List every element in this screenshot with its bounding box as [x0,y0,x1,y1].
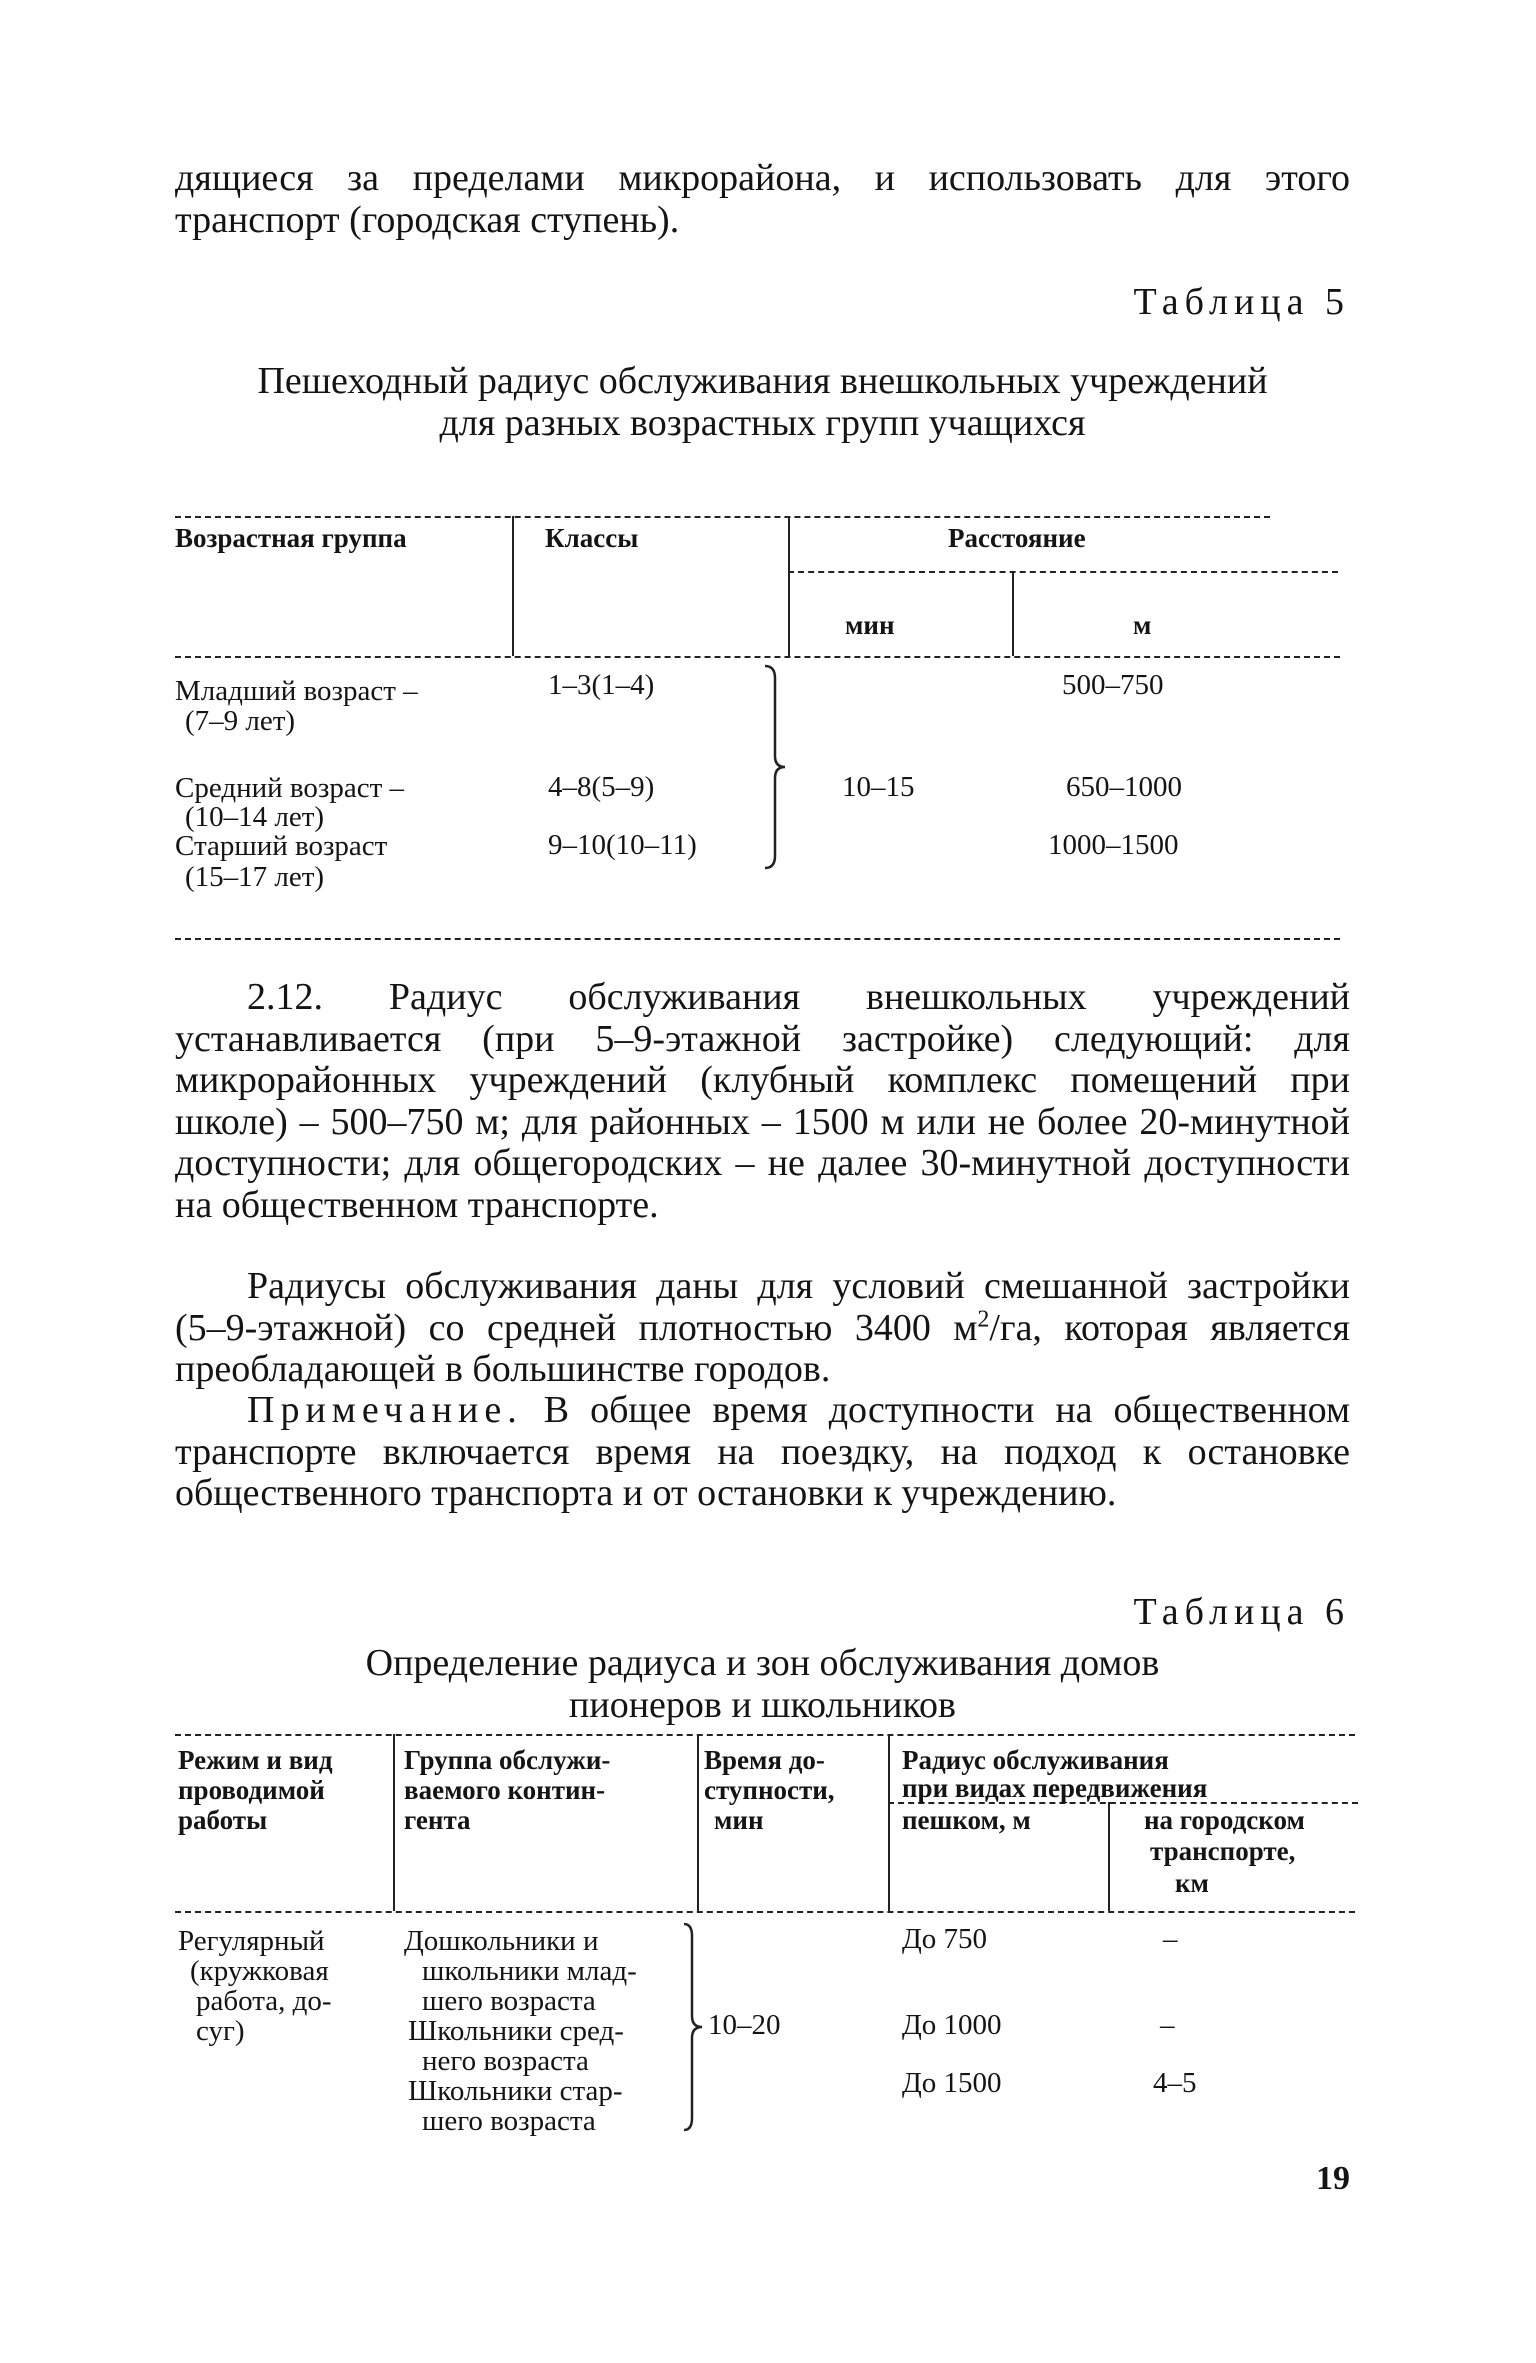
table6-mode-line3: работа, до- [196,1985,332,2017]
table6-mode-line1: Регулярный [178,1925,325,1957]
table6-header-group-l2: ваемого контин- [404,1775,606,1805]
table6-header-mode-l3: работы [178,1805,268,1835]
table6-header-group-l1: Группа обслужи- [404,1745,611,1775]
table6-header-time-l1: Время до- [704,1745,825,1775]
table6-header-transit-l3: км [1175,1868,1209,1898]
table5-header-m: м [1133,610,1152,640]
table5-top-rule [175,516,1270,518]
note-text: В общее время доступности на общественном транспорте включается время на поездку, на подход к остановке общественного транспорта и от остановки к учреждению. [175,1389,1350,1514]
table6-row3-walk: До 1500 [902,2067,1002,2099]
table5-row3-group-line1: Старший возраст [175,830,388,862]
radii-text-after: /га, которая является преобладающей в большинстве городов. [175,1306,1351,1390]
table6-caption-line2: пионеров и школьников [569,1684,956,1726]
table6-row1-group-l2: школьники млад- [422,1955,637,1987]
table5-row3-classes: 9–10(10–11) [548,829,697,861]
table5-header-classes: Классы [545,523,639,553]
table5-label: Таблица 5 [1133,281,1350,323]
table6-col-divider-3 [888,1734,890,1911]
table6-header-radius-l1: Радиус обслуживания [902,1745,1169,1775]
table5-col-divider-1 [512,516,514,656]
table5-header-rule [175,656,1340,658]
table5-row2-m: 650–1000 [1066,771,1182,803]
table6-row1-walk: До 750 [902,1923,988,1955]
table6-row3-group-l1: Школьники стар- [408,2075,623,2107]
radii-paragraph [175,1266,1350,1391]
table5-row1-classes: 1–3(1–4) [548,669,655,701]
table6-col-divider-1 [393,1734,395,1911]
table6-header-transit-l2: транспорте, [1150,1836,1296,1866]
table6-row1-transit: – [1163,1923,1178,1955]
table6-top-rule [175,1734,1355,1736]
table6-header-walk: пешком, м [902,1805,1031,1835]
table6-row2-transit: – [1160,2009,1175,2041]
table5-brace [763,664,787,870]
table6-header-transit-l1: на городском [1144,1805,1305,1835]
table5-bottom-rule [175,938,1340,940]
table6-label: Таблица 6 [1133,1591,1350,1633]
table6-header-mode-l1: Режим и вид [178,1745,333,1775]
table6-mode-line4: суг) [196,2015,245,2047]
table5-col-divider-3 [1012,572,1014,656]
table6-header-rule [175,1911,1355,1913]
table6-row3-transit: 4–5 [1153,2067,1197,2099]
table6-row1-group-l1: Дошкольники и [404,1925,599,1957]
table5-min-shared: 10–15 [842,771,915,803]
note-paragraph [175,1390,1350,1515]
radii-text-before: Радиусы обслуживания даны для условий смешанной застройки (5–9-этажной) со средней плотностью 3400 м [175,1265,1350,1349]
table6-row2-group-l1: Школьники сред- [408,2015,624,2047]
table5-row2-group-line1: Средний возраст – [175,772,405,804]
table6-row2-walk: До 1000 [902,2009,1002,2041]
table6-caption-line1: Определение радиуса и зон обслуживания домов [365,1642,1160,1684]
radii-superscript: 2 [977,1305,990,1332]
table5-header-min: мин [845,610,895,640]
table5-distance-rule [788,571,1338,573]
table5-header-distance: Расстояние [948,523,1086,553]
table6-time-shared: 10–20 [708,2009,781,2041]
note-label: Примечание. [247,1389,523,1431]
intro-paragraph: дящиеся за пределами микрорайона, и использовать для этого транспорт (городская ступень). [175,157,1350,241]
table5-row1-m: 500–750 [1062,669,1164,701]
table5-col-divider-2 [788,516,790,656]
table6-header-time-l3: мин [714,1805,764,1835]
table6-header-radius-l2: при видах передвижения [902,1773,1208,1803]
table6-row2-group-l2: него возраста [422,2045,589,2077]
table6-header-mode-l2: проводимой [178,1775,325,1805]
table6-brace [682,1922,706,2132]
table5-row3-group-line2: (15–17 лет) [185,861,325,893]
table5-caption-line2: для разных возрастных групп учащихся [439,402,1086,444]
table6-header-group-l3: гента [404,1805,471,1835]
table5-header-age-group: Возрастная группа [175,523,407,553]
table6-col-divider-2 [697,1734,699,1911]
table5-row2-classes: 4–8(5–9) [548,771,655,803]
table6-row3-group-l2: шего возраста [422,2105,596,2137]
table6-header-time-l2: ступности, [704,1775,835,1805]
page-number: 19 [1316,2160,1350,2197]
section-2-12-paragraph: 2.12. Радиус обслуживания внешкольных учреждений устанавливается (при 5–9-этажной застройке) следующий: для микрорайонных учреждений (клубный комплекс помещений при школе) – 500–750 м; для районных – 1500 м или не более 20-минутной доступности; для общегородских – не далее 30-минутной доступности на общественном транспорте. [175,976,1350,1226]
table6-col-divider-4 [1108,1802,1110,1911]
table5-row2-group-line2: (10–14 лет) [185,801,325,833]
table6-mode-line2: (кружковая [190,1955,329,1987]
table6-row1-group-l3: шего возраста [422,1985,596,2017]
table5-row1-group-line2: (7–9 лет) [185,705,296,737]
table5-row1-group-line1: Младший возраст – [175,675,418,707]
table5-row3-m: 1000–1500 [1048,829,1179,861]
table5-caption-line1: Пешеходный радиус обслуживания внешкольных учреждений [257,360,1268,402]
